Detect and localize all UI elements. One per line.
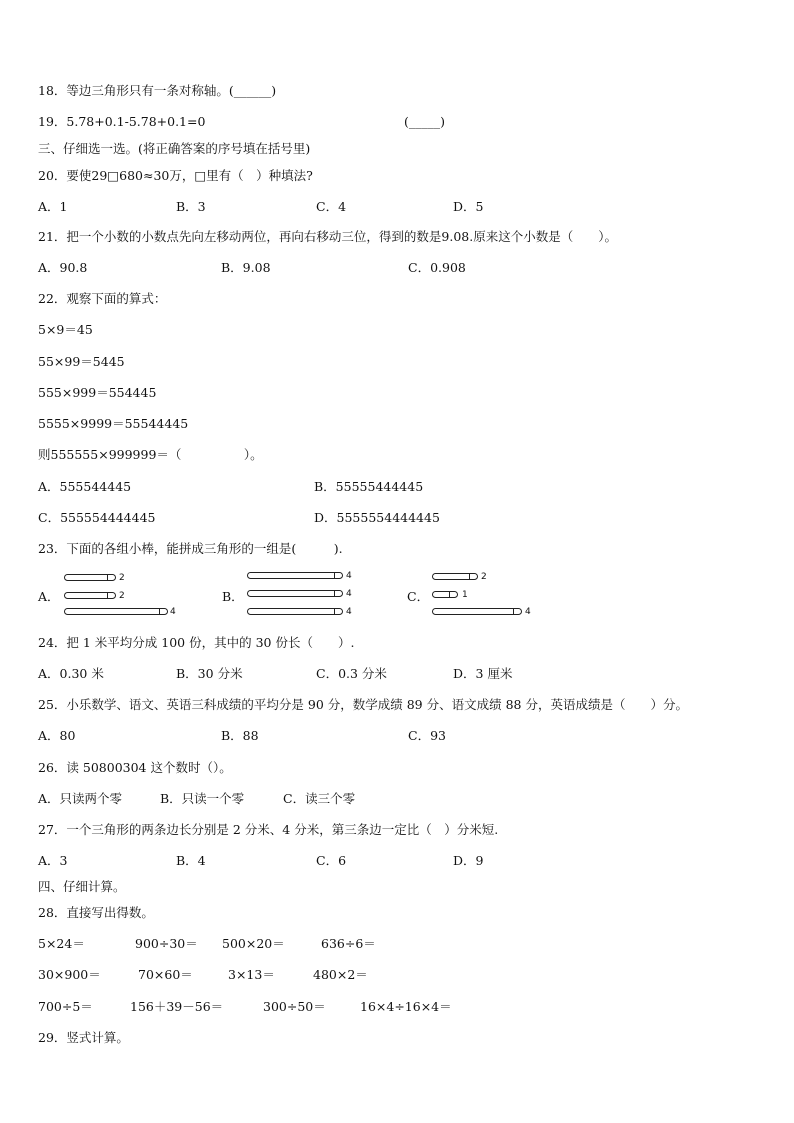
stick-a1 — [64, 574, 116, 581]
q22-option-b: B．55555444445 — [314, 479, 424, 494]
stick-a2-length: 2 — [119, 591, 125, 601]
q28-item: 5×24＝ — [38, 936, 85, 951]
stick-c1-length: 2 — [481, 572, 487, 582]
q28-item: 156＋39－56＝ — [130, 999, 224, 1014]
q23-option-a-label: A． — [38, 589, 60, 604]
stick-c1 — [432, 573, 478, 580]
q24-option-a: A．0.30 米 — [38, 666, 104, 681]
question-27-stem: 27．一个三角形的两条边长分别是 2 分米、4 分米，第三条边一定比（ ）分米短. — [38, 822, 499, 837]
section-4-heading: 四、仔细计算。 — [38, 879, 126, 894]
q23-option-c-label: C． — [407, 589, 430, 604]
q22-line-3: 555×999＝554445 — [38, 385, 157, 400]
q26-option-a: A．只读两个零 — [38, 791, 123, 806]
section-3-heading: 三、仔细选一选。(将正确答案的序号填在括号里) — [38, 141, 311, 156]
question-21-stem: 21．把一个小数的小数点先向左移动两位，再向右移动三位，得到的数是9.08.原来这个小数是（ ）。 — [38, 229, 617, 244]
q22-line-5: 则555555×999999＝（ ）。 — [38, 447, 263, 462]
q27-option-b: B．4 — [176, 853, 206, 868]
q25-option-a: A．80 — [38, 728, 76, 743]
q20-option-a: A．1 — [38, 199, 68, 214]
q27-option-c: C．6 — [316, 853, 347, 868]
q20-option-d: D．5 — [453, 199, 484, 214]
stick-a2 — [64, 592, 116, 599]
question-18: 18．等边三角形只有一条对称轴。(______) — [38, 83, 277, 98]
q28-item: 480×2＝ — [313, 967, 368, 982]
q22-option-a: A．555544445 — [38, 479, 132, 494]
stick-a3 — [64, 608, 168, 615]
q22-option-c: C．555554444445 — [38, 510, 156, 525]
stick-b2 — [247, 590, 343, 597]
question-28-stem: 28．直接写出得数。 — [38, 905, 154, 920]
q28-item: 700÷5＝ — [38, 999, 93, 1014]
q26-option-c: C．读三个零 — [283, 791, 356, 806]
q28-item: 70×60＝ — [138, 967, 193, 982]
q28-item: 300÷50＝ — [263, 999, 326, 1014]
q28-item: 30×900＝ — [38, 967, 101, 982]
q28-item: 900÷30＝ — [135, 936, 198, 951]
stick-c3-length: 4 — [525, 607, 531, 617]
q28-item: 3×13＝ — [228, 967, 275, 982]
q22-line-4: 5555×9999＝55544445 — [38, 416, 189, 431]
question-23-stem: 23．下面的各组小棒，能拼成三角形的一组是( ). — [38, 541, 343, 556]
q28-item: 636÷6＝ — [321, 936, 376, 951]
question-19: 19．5.78+0.1-5.78+0.1=0 — [38, 114, 206, 129]
stick-b3-length: 4 — [346, 607, 352, 617]
q27-option-a: A．3 — [38, 853, 68, 868]
stick-a3-length: 4 — [170, 607, 176, 617]
question-25-stem: 25．小乐数学、语文、英语三科成绩的平均分是 90 分，数学成绩 89 分、语文成绩 88 分，英语成绩是（ ）分。 — [38, 697, 688, 712]
question-22-stem: 22．观察下面的算式： — [38, 291, 167, 306]
stick-c3 — [432, 608, 522, 615]
q25-option-c: C．93 — [408, 728, 446, 743]
stick-c2 — [432, 591, 458, 598]
q23-option-b-label: B． — [222, 589, 244, 604]
question-26-stem: 26．读 50800304 这个数时（）。 — [38, 760, 232, 775]
q24-option-c: C．0.3 分米 — [316, 666, 387, 681]
stick-b1-length: 4 — [346, 571, 352, 581]
q21-option-b: B．9.08 — [221, 260, 271, 275]
stick-c2-length: 1 — [462, 590, 468, 600]
q25-option-b: B．88 — [221, 728, 259, 743]
q24-option-b: B．30 分米 — [176, 666, 243, 681]
stick-b1 — [247, 572, 343, 579]
question-24-stem: 24．把 1 米平均分成 100 份，其中的 30 份长（ ）. — [38, 635, 355, 650]
q21-option-a: A．90.8 — [38, 260, 88, 275]
q28-item: 500×20＝ — [222, 936, 285, 951]
question-29-stem: 29．竖式计算。 — [38, 1030, 129, 1045]
q26-option-b: B．只读一个零 — [160, 791, 245, 806]
stick-b3 — [247, 608, 343, 615]
q22-line-1: 5×9＝45 — [38, 322, 93, 337]
stick-b2-length: 4 — [346, 589, 352, 599]
q28-item: 16×4÷16×4＝ — [360, 999, 452, 1014]
q27-option-d: D．9 — [453, 853, 484, 868]
question-19-blank: (_____) — [404, 114, 446, 129]
q20-option-c: C．4 — [316, 199, 347, 214]
stick-a1-length: 2 — [119, 573, 125, 583]
q21-option-c: C．0.908 — [408, 260, 466, 275]
q20-option-b: B．3 — [176, 199, 206, 214]
question-20-stem: 20．要使29□680≈30万，□里有（ ）种填法? — [38, 168, 313, 183]
q24-option-d: D．3 厘米 — [453, 666, 513, 681]
q22-line-2: 55×99＝5445 — [38, 354, 125, 369]
q22-option-d: D．5555554444445 — [314, 510, 440, 525]
